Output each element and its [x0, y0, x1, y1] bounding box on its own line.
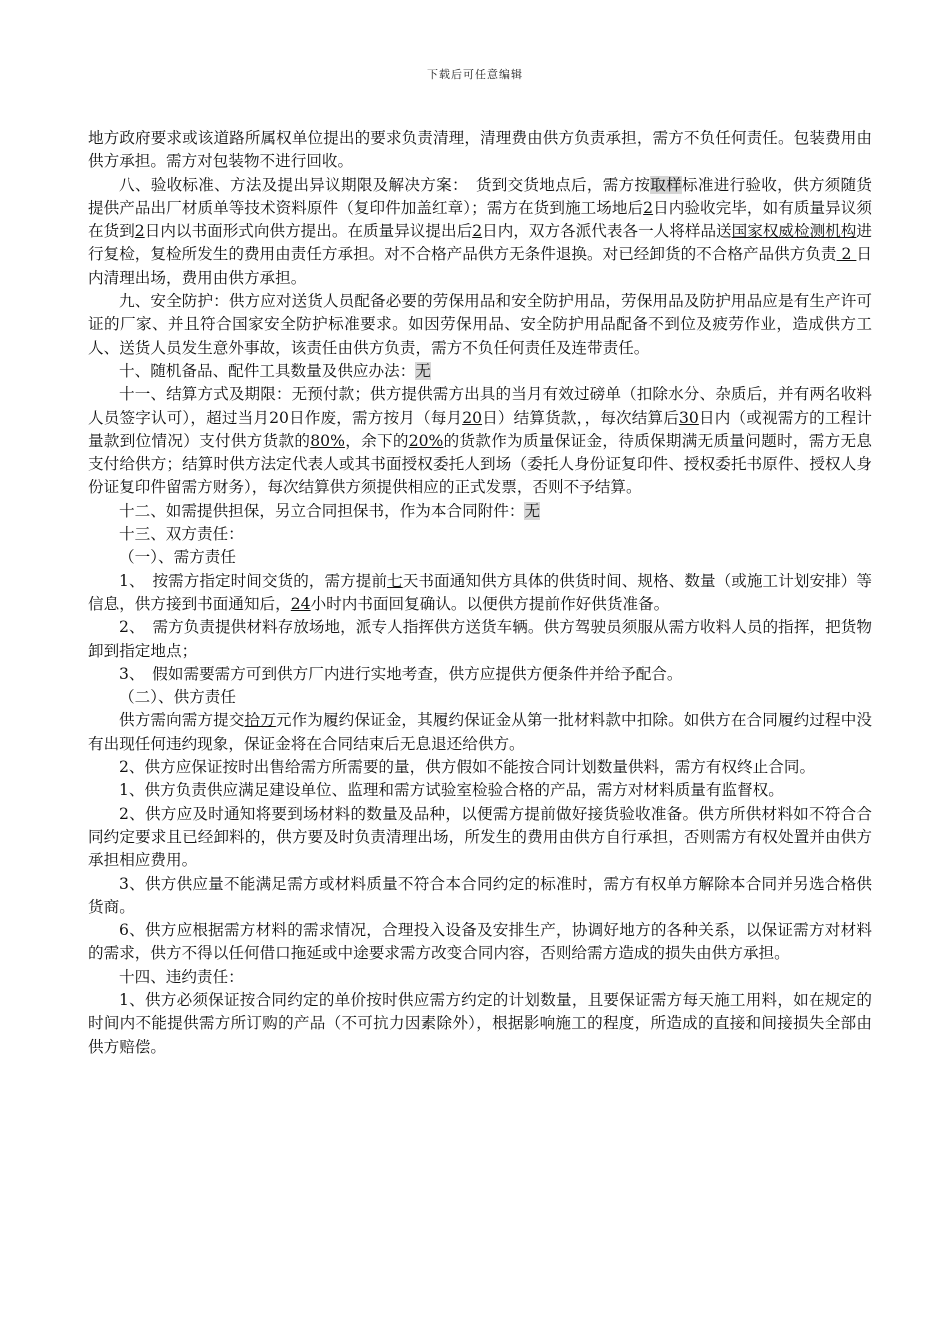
section-8-acceptance: 八、验收标准、方法及提出异议期限及解决方案： 货到交货地点后，需方按取样标准进行验收，供方须随货提供产品出厂材质单等技术资料原件（复印件加盖红章）；需方在货到施工场地后2日内验收完毕，如有质量异议须在货到2日内以书面形式向供方提出。在质量异议提出后2日内，双方各派代表各一人将样品送国家权威检测机构进行复检，复检所发生的费用由责任方承担。对不合格产品供方无条件退换。对已经卸货的不合格产品供方负责 2 日内清理出场，费用由供方承担。 [88, 175, 873, 287]
section-12-guarantee: 十二、如需提供担保，另立合同担保书，作为本合同附件：无 [119, 501, 541, 520]
supplier-clause-notice: 2、供方应及时通知将要到场材料的数量及品种，以便需方提前做好接货验收准备。供方所供材料如不符合合同约定要求且已经卸料的，供方要及时负责清理出场，所发生的费用由供方自行承担，否则需方有权处置并由供方承担相应费用。 [88, 804, 872, 870]
buyer-clause-2: 2、 需方负责提供材料存放场地，派专人指挥供方送货车辆。供方驾驶员须服从需方收料人员的指挥，把货物卸到指定地点； [88, 618, 872, 660]
supplier-deposit-clause: 供方需向需方提交拾万元作为履约保证金，其履约保证金从第一批材料款中扣除。如供方在合同履约过程中没有出现任何违约现象，保证金将在合同结束后无息退还给供方。 [88, 711, 872, 753]
buyer-clause-3: 3、 假如需要需方可到供方厂内进行实地考查，供方应提供方便条件并给予配合。 [119, 664, 683, 683]
section-10-spares: 十、随机备品、配件工具数量及供应办法：无 [119, 361, 431, 380]
supplier-clause-production: 6、供方应根据需方材料的需求情况，合理投入设备及安排生产，协调好地方的各种关系，以保证需方对材料的需求，供方不得以任何借口拖延或中途要求需方改变合同内容，否则给需方造成的损失由供方承担。 [88, 921, 872, 963]
section-9-safety: 九、安全防护：供方应对送货人员配备必要的劳保用品和安全防护用品，劳保用品及防护用品应是有生产许可证的厂家、并且符合国家安全防护标准要求。如因劳保用品、安全防护用品配备不到位及疲劳作业，造成供方工人、送货人员发生意外事故，该责任由供方负责，需方不负任何责任及连带责任。 [88, 292, 872, 357]
section-11-settlement: 十一、结算方式及期限：无预付款；供方提供需方出具的当月有效过磅单（扣除水分、杂质后，并有两名收料人员签字认可），超过当月20日作废，需方按月（每月20日）结算货款，，每次结算后30日内（或视需方的工程计量款到位情况）支付供方货款的80%，余下的20%的货款作为质量保证金，待质保期满无质量问题时，需方无息支付给供方；结算时供方法定代表人或其书面授权委托人到场（委托人身份证复印件、授权委托书原件、授权人身份证复印件留需方财务），每次结算供方须提供相应的正式发票，否则不予结算。 [88, 385, 872, 497]
paragraph-packaging: 地方政府要求或该道路所属权单位提出的要求负责清理，清理费由供方负责承担，需方不负任何责任。包装费用由供方承担。需方对包装物不进行回收。 [88, 129, 872, 171]
contract-body [88, 127, 872, 1059]
section-14-heading: 十四、违约责任： [119, 967, 244, 986]
section-13-heading: 十三、双方责任： [119, 525, 244, 544]
supplier-clause-quality: 1、供方负责供应满足建设单位、监理和需方试验室检验合格的产品，需方对材料质量有监督权。 [119, 781, 784, 800]
section-13-supplier-heading: （二）、供方责任 [119, 688, 236, 707]
supplier-clause-termination: 3、供方供应量不能满足需方或材料质量不符合本合同约定的标准时，需方有权单方解除本合同并另选合格供货商。 [88, 874, 872, 916]
section-13-buyer-heading: （一）、需方责任 [119, 548, 236, 567]
page-header: 下载后可任意编辑 [427, 68, 523, 81]
liability-clause-1: 1、供方必须保证按合同约定的单价按时供应需方约定的计划数量，且要保证需方每天施工用料，如在规定的时间内不能提供需方所订购的产品（不可抗力因素除外），根据影响施工的程度，所造成的直接和间接损失全部由供方赔偿。 [88, 990, 872, 1056]
supplier-clause-quantity: 2、供方应保证按时出售给需方所需要的量，供方假如不能按合同计划数量供料，需方有权终止合同。 [119, 758, 816, 777]
buyer-clause-1: 1、 按需方指定时间交货的，需方提前七天书面通知供方具体的供货时间、规格、数量（或施工计划安排）等信息，供方接到书面通知后，24小时内书面回复确认。以便供方提前作好供货准备。 [88, 571, 872, 613]
